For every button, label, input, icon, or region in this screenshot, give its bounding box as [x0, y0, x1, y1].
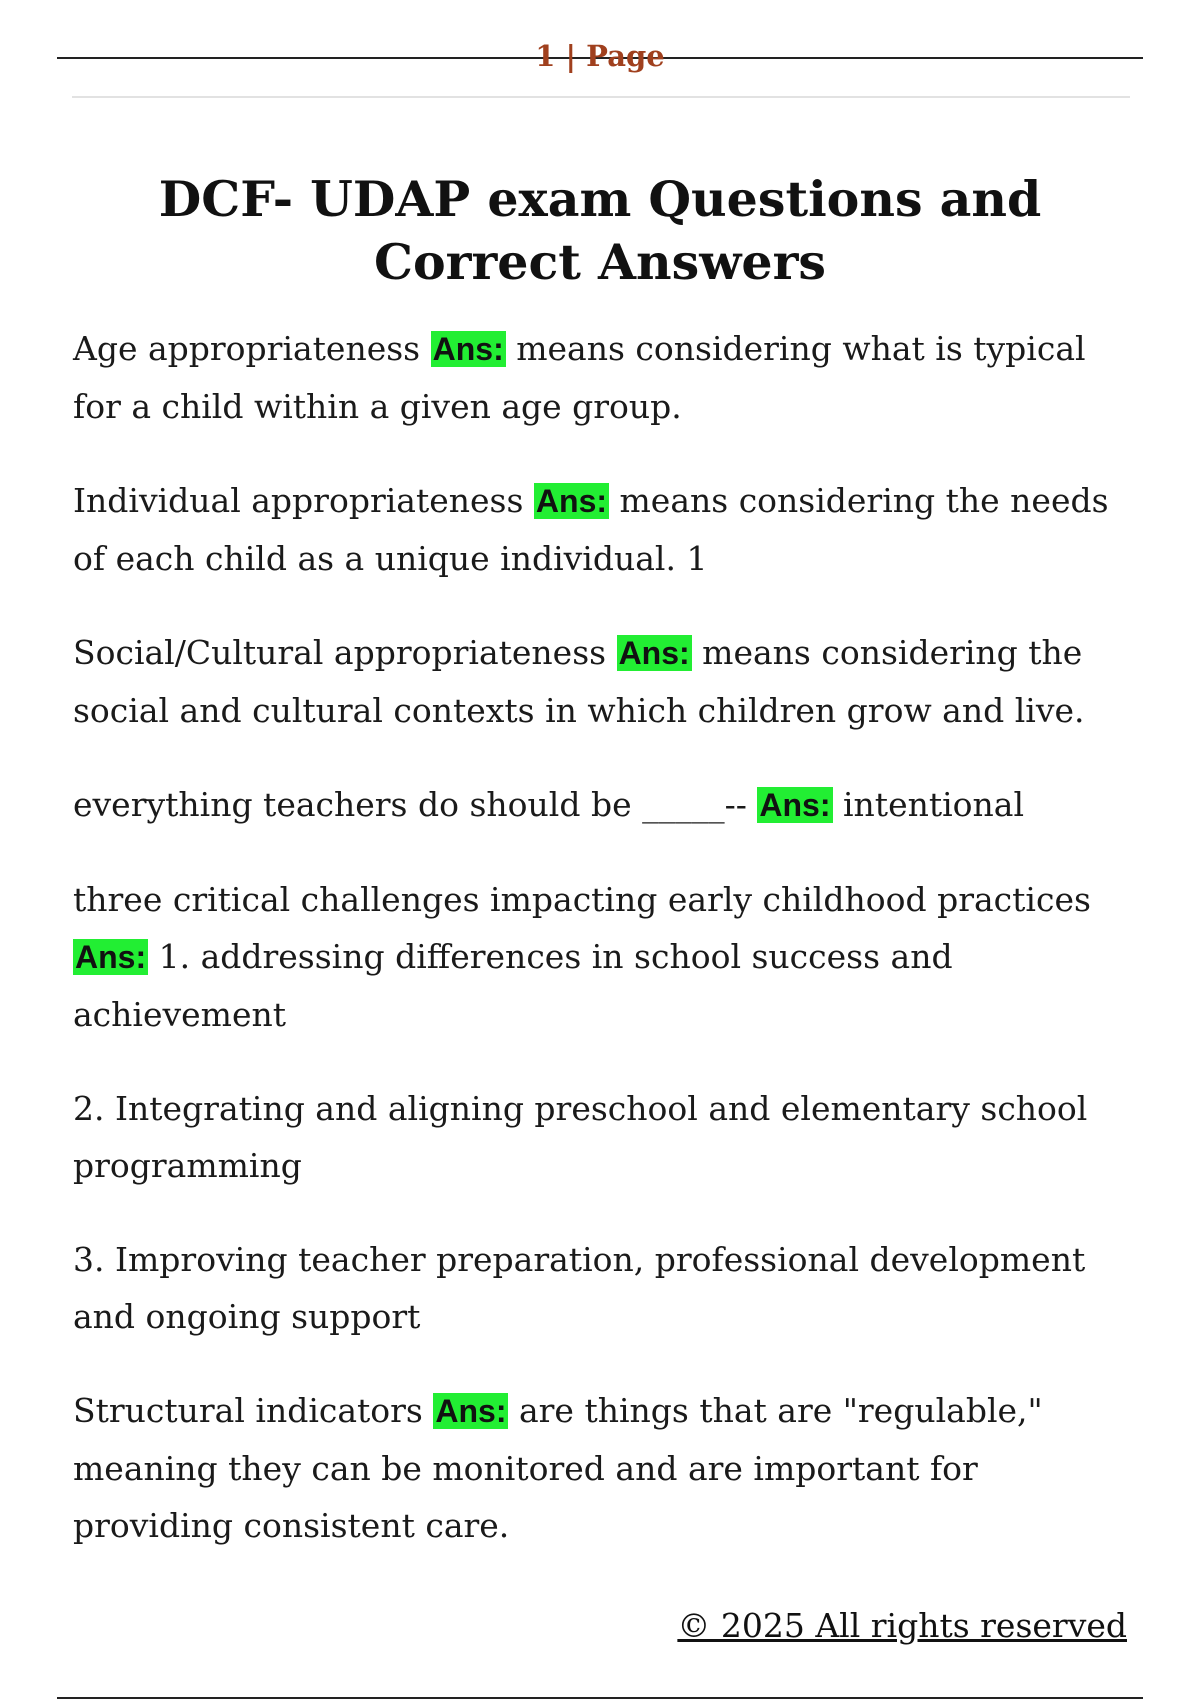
document-body [73, 320, 1133, 1591]
qa-item [73, 1382, 1133, 1554]
answer-text: means considering the social and cultural contexts in which children grow and live. [73, 633, 1085, 730]
header-divider [72, 96, 1130, 98]
footer-rule [57, 1697, 1143, 1699]
qa-item [73, 624, 1133, 739]
list-item: 2. Integrating and aligning preschool and elementary school programming [73, 1089, 1088, 1185]
qa-item [73, 320, 1133, 435]
answer-marker: Ans: [75, 939, 147, 975]
document-title: DCF- UDAP exam Questions and Correct Answers [158, 170, 1042, 291]
qa-item [73, 871, 1133, 1043]
answer-marker: Ans: [618, 635, 690, 671]
answer-text: means considering what is typical for a child within a given age group. [73, 329, 1086, 426]
answer-text: 1. addressing differences in school success and achievement [73, 937, 953, 1034]
answer-text: intentional [843, 785, 1025, 824]
question-text: Individual appropriateness [73, 481, 524, 520]
answer-marker: Ans: [432, 331, 504, 367]
answer-text: means considering the needs of each child as a unique individual. 1 [73, 481, 1109, 578]
page-number: 1 | Page [535, 39, 665, 73]
question-text: Structural indicators [73, 1391, 423, 1430]
list-item: 3. Improving teacher preparation, professional development and ongoing support [73, 1240, 1086, 1336]
qa-item [73, 472, 1133, 587]
answer-text: are things that are "regulable," meaning they can be monitored and are important for providing consistent care. [73, 1391, 1043, 1545]
question-text: Age appropriateness [73, 329, 421, 368]
qa-item [73, 776, 1133, 834]
answer-marker: Ans: [535, 483, 608, 519]
question-text: everything teachers do should be _____-- [73, 785, 747, 824]
question-text: three critical challenges impacting early childhood practices [73, 880, 1091, 919]
question-text: Social/Cultural appropriateness [73, 633, 607, 672]
answer-marker: Ans: [435, 1393, 507, 1429]
copyright-notice: © 2025 All rights reserved [677, 1606, 1127, 1645]
answer-marker: Ans: [759, 787, 831, 823]
